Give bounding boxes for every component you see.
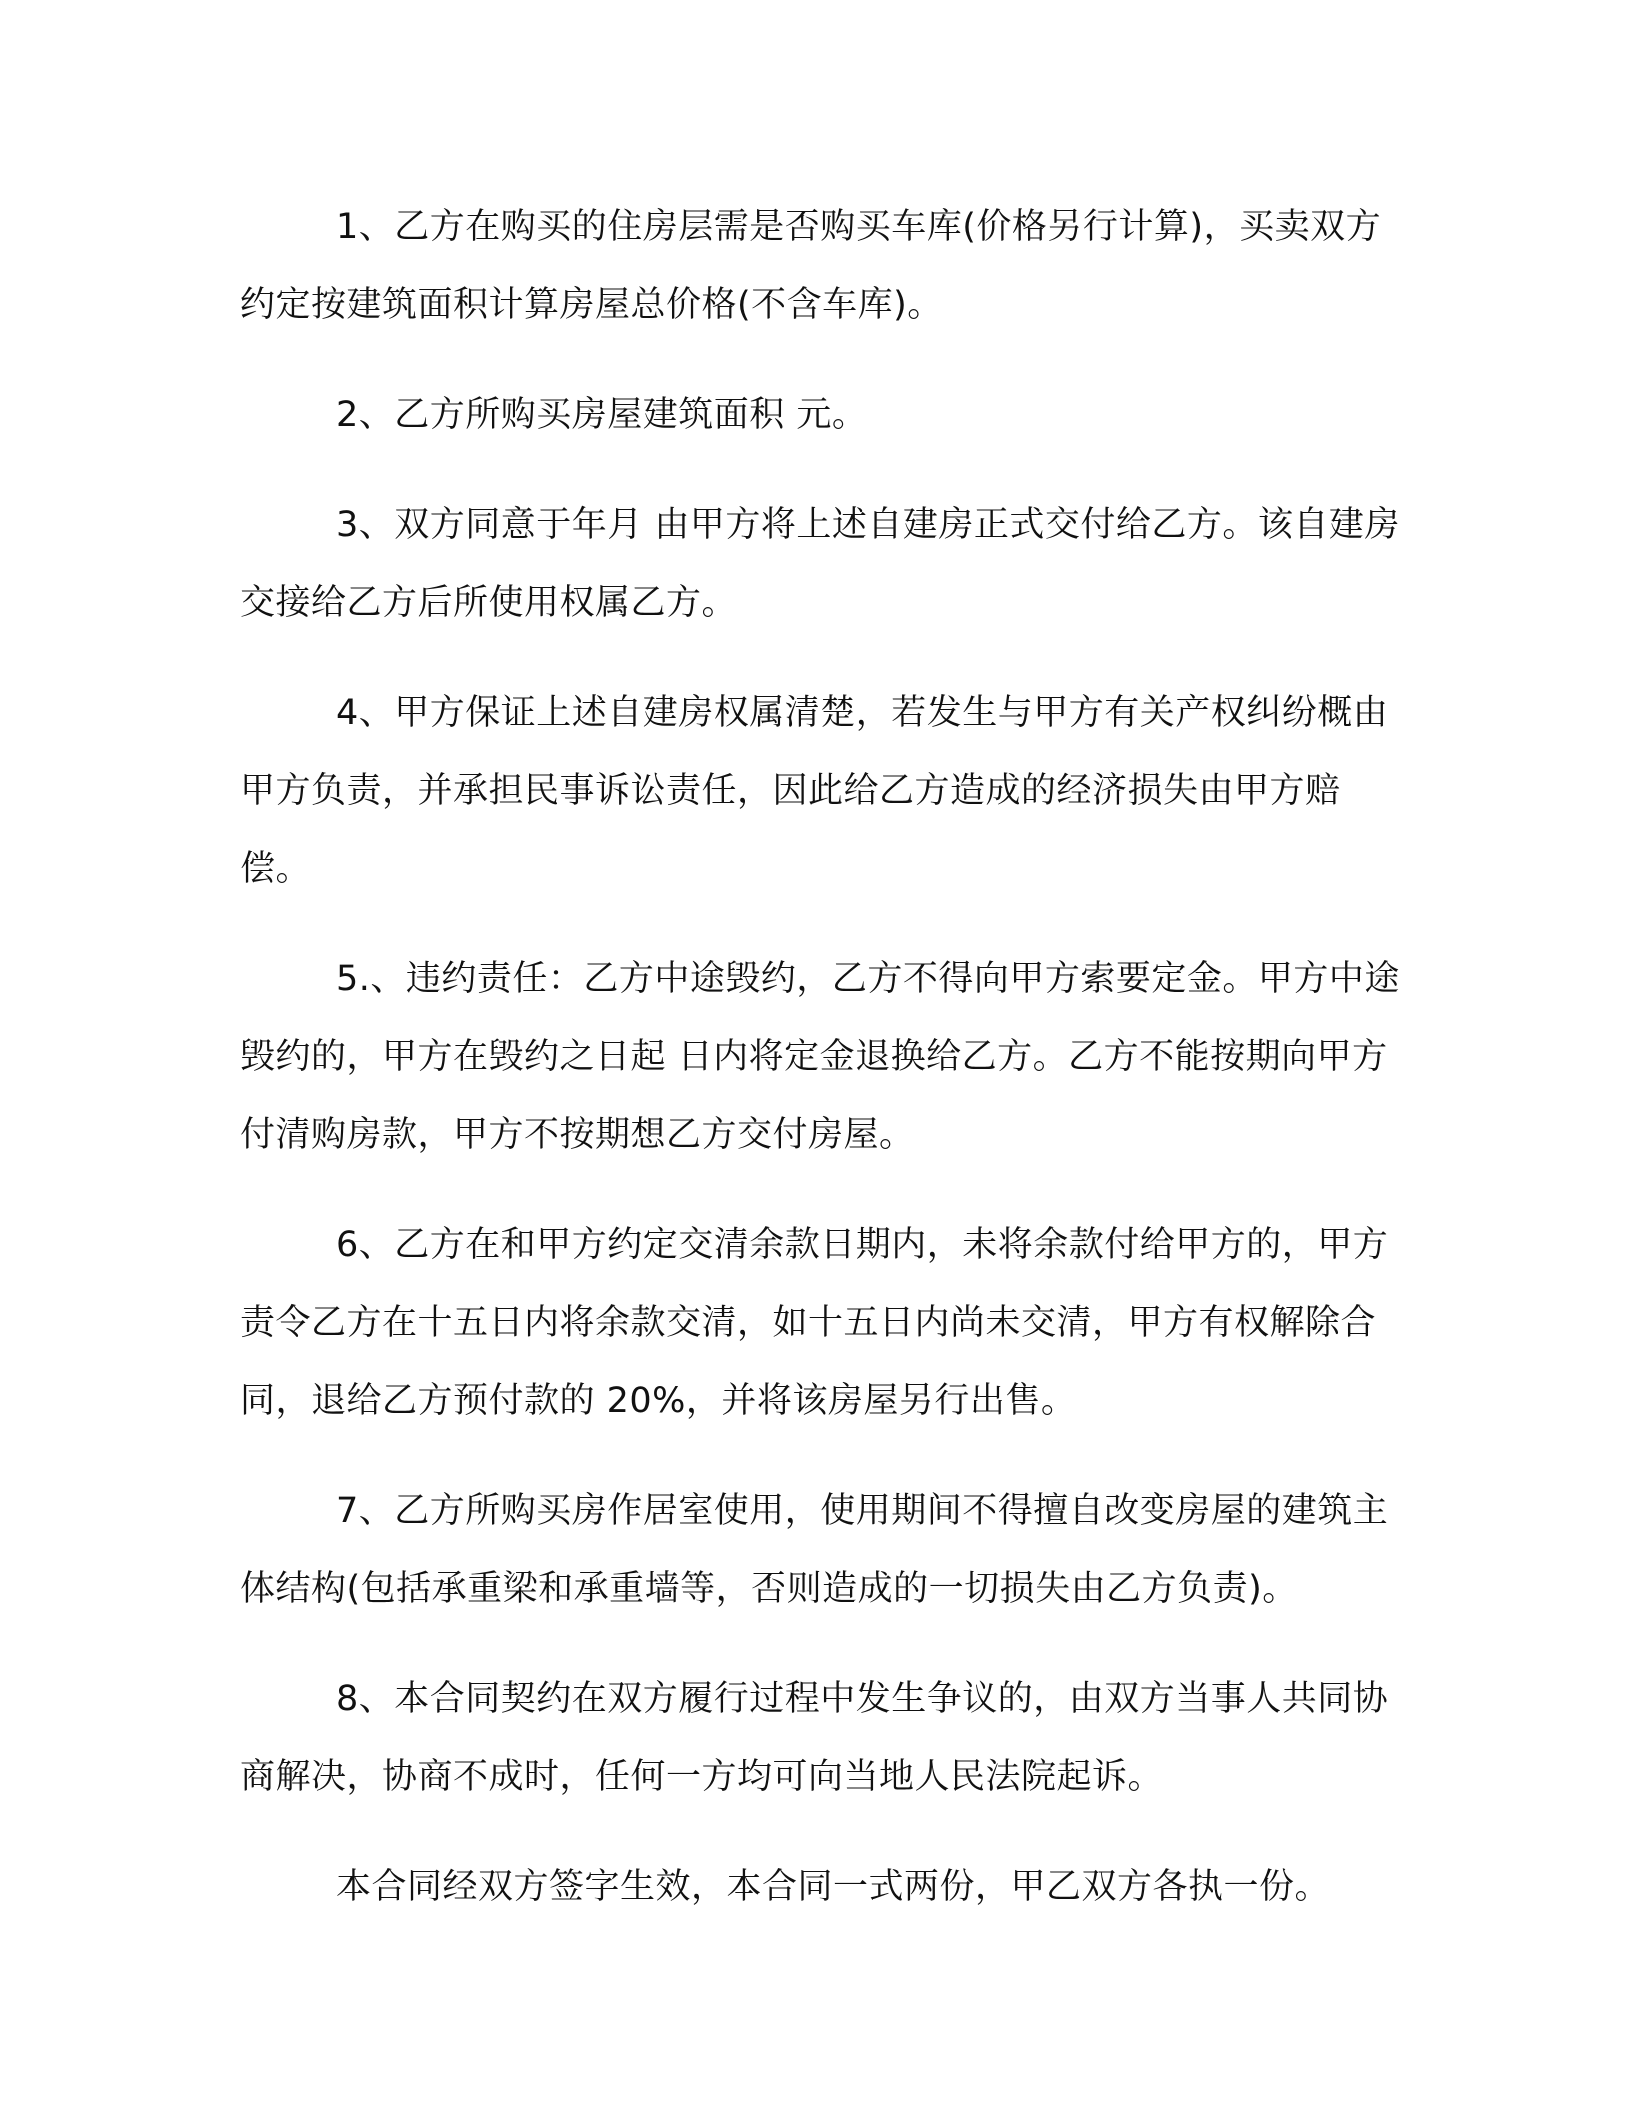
- clause-8: 8、本合同契约在双方履行过程中发生争议的，由双方当事人共同协商解决，协商不成时，任何一方均可向当地人民法院起诉。: [240, 1679, 1389, 1797]
- clause-1: 1、乙方在购买的住房层需是否购买车库(价格另行计算)，买卖双方约定按建筑面积计算房屋总价格(不含车库)。: [240, 207, 1382, 325]
- clause-2: 2、乙方所购买房屋建筑面积 元。: [336, 395, 868, 435]
- clause-7: 7、乙方所购买房作居室使用，使用期间不得擅自改变房屋的建筑主体结构(包括承重梁和承重墙等，否则造成的一切损失由乙方负责)。: [240, 1491, 1389, 1609]
- clause-3: 3、双方同意于年月 由甲方将上述自建房正式交付给乙方。该自建房交接给乙方后所使用权属乙方。: [240, 505, 1400, 623]
- clause-6: 6、乙方在和甲方约定交清余款日期内，未将余款付给甲方的，甲方责令乙方在十五日内将余款交清，如十五日内尚未交清，甲方有权解除合同，退给乙方预付款的 20%，并将该房屋另行出售。: [240, 1225, 1389, 1421]
- closing-statement: 本合同经双方签字生效，本合同一式两份，甲乙双方各执一份。: [336, 1867, 1331, 1907]
- document-body: [240, 188, 1400, 1958]
- clause-5: 5.、违约责任：乙方中途毁约，乙方不得向甲方索要定金。甲方中途毁约的，甲方在毁约之日起 日内将定金退换给乙方。乙方不能按期向甲方付清购房款，甲方不按期想乙方交付房屋。: [240, 959, 1400, 1155]
- clause-4: 4、甲方保证上述自建房权属清楚，若发生与甲方有关产权纠纷概由甲方负责，并承担民事诉讼责任，因此给乙方造成的经济损失由甲方赔偿。: [240, 693, 1389, 889]
